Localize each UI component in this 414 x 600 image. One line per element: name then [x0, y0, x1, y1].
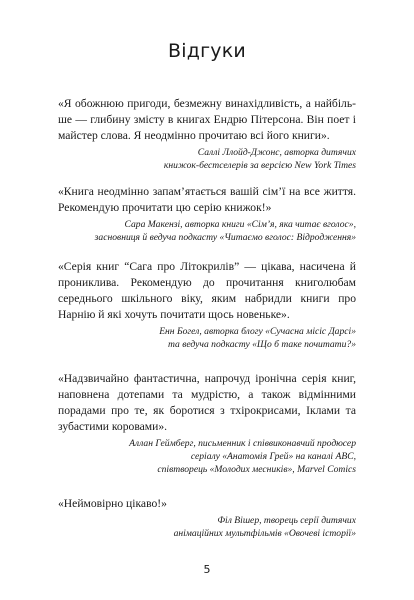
review-5 [58, 496, 356, 540]
review-quote: «Книга неодмінно запам’ятається вашій сім’ї на все життя. Рекомендую прочитати цю серію книжок!» [58, 185, 356, 214]
attribution-line: книжок-бестселерів за версією New York Times [163, 160, 356, 171]
review-quote: «Я обожнюю пригоди, безмежну винахідливість, а найбільше — глибину змісту в книгах Ендрю Пітерсона. Він поет і майстер слова. Я неодмінно прочитаю всі його книги». [58, 97, 356, 142]
page-title: Відгуки [168, 40, 246, 62]
attribution-line: анімаційних мультфільмів «Овочеві історії» [173, 528, 356, 539]
review-quote: «Серія книг “Сага про Літокрилів” — цікава, насичена й прониклива. Рекомендую до прочитання книголюбам середнього шкільного віку, яким набридли книги про Нарнію й які хочуть почитати щось новеньке». [58, 260, 356, 321]
review-4 [58, 371, 356, 476]
page-number: 5 [203, 563, 211, 576]
attribution-line: Саллі Ллойд-Джонс, авторка дитячих [197, 147, 356, 158]
review-2 [58, 184, 356, 244]
review-1 [58, 96, 356, 172]
review-attribution [58, 437, 356, 476]
attribution-line: Аллан Геймберг, письменник і співвиконавчий продюсер [129, 438, 356, 449]
attribution-line: Енн Богел, авторка блогу «Сучасна місіс Дарсі» [159, 326, 356, 337]
review-3 [58, 259, 356, 351]
review-quote: «Неймовірно цікаво!» [58, 497, 167, 510]
attribution-line: співтворець «Молодих месників», Marvel Comics [157, 464, 356, 475]
attribution-line: Філ Вішер, творець серії дитячих [217, 515, 356, 526]
attribution-line: та ведуча подкасту «Що б таке почитати?» [167, 339, 356, 350]
attribution-line: засновниця й ведуча подкасту «Читаємо вголос: Відродження» [94, 232, 356, 243]
review-attribution [58, 218, 356, 244]
attribution-line: Сара Макензі, авторка книги «Сім’я, яка читає вголос», [124, 219, 356, 230]
review-attribution [58, 325, 356, 351]
review-attribution [58, 146, 356, 172]
attribution-line: серіалу «Анатомія Грей» на каналі ABC, [190, 451, 356, 462]
review-attribution [58, 514, 356, 540]
review-quote: «Надзвичайно фантастична, напрочуд іронічна серія книг, наповнена дотепами та мудрістю, а також відмінними порадами про те, як боротися з тхірокрисами, Іклами та зубастими коровами». [58, 372, 356, 433]
